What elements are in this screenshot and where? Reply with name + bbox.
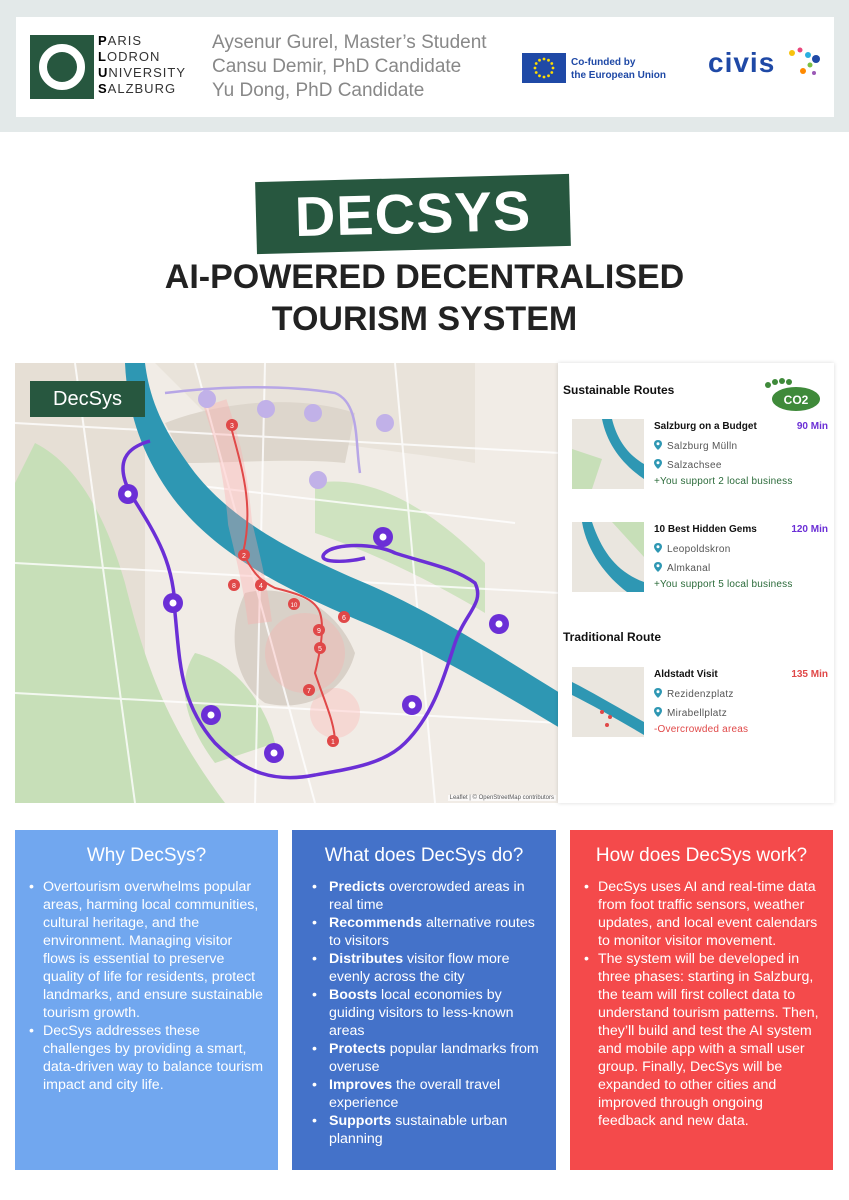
svg-text:1: 1 <box>331 739 335 746</box>
route-card[interactable] <box>572 518 828 596</box>
list-item: • The system will be developed in three phases: starting in Salzburg, the team will first collect data to understand tourism patterns. Then, they’ll build and test the AI system and mobile app with a small user group. Finally, DecSys will be expanded to other cities and improved through ongoing feedback and new data. <box>570 950 833 1130</box>
svg-text:3: 3 <box>230 423 234 430</box>
svg-text:10: 10 <box>290 603 298 609</box>
route-duration: 135 Min <box>791 669 828 680</box>
route-duration: 90 Min <box>796 421 828 432</box>
route-stop: Leopoldskron <box>654 543 731 555</box>
svg-text:4: 4 <box>259 583 263 590</box>
list-item: • Protects popular landmarks from overuse <box>292 1040 556 1076</box>
list-item: • Improves the overall travel experience <box>292 1076 556 1112</box>
location-pin-icon <box>654 562 662 572</box>
svg-text:7: 7 <box>307 688 311 695</box>
route-name: 10 Best Hidden Gems <box>654 524 757 535</box>
list-item: • Supports sustainable urban planning <box>292 1112 556 1148</box>
route-stop: Salzachsee <box>654 459 722 471</box>
lion-seal-icon <box>36 41 88 93</box>
route-note: +You support 5 local business <box>654 579 793 590</box>
route-thumbnail <box>572 522 644 592</box>
crowd-markers <box>15 363 560 803</box>
route-map[interactable] <box>15 363 560 803</box>
route-stop: Rezidenzplatz <box>654 688 734 700</box>
author-list <box>212 31 487 103</box>
crowd-marker[interactable] <box>327 735 339 747</box>
title-banner <box>255 174 571 254</box>
university-logo <box>30 35 94 99</box>
author: Yu Dong, PhD Candidate <box>212 80 425 101</box>
page-title: DECSYS <box>294 178 532 249</box>
crowd-marker[interactable] <box>255 579 267 591</box>
traditional-route-title: Traditional Route <box>563 630 662 644</box>
list-item: • Boosts local economies by guiding visitors to less-known areas <box>292 986 556 1040</box>
crowd-marker[interactable] <box>288 598 300 610</box>
route-name: Aldstadt Visit <box>654 669 718 680</box>
civis-logo: civis <box>708 47 776 78</box>
author: Aysenur Gurel, Master’s Student <box>212 32 487 53</box>
route-card[interactable] <box>572 415 828 493</box>
route-card[interactable] <box>572 663 828 741</box>
sustainable-routes-title: Sustainable Routes <box>563 383 675 397</box>
crowd-marker[interactable] <box>314 642 326 654</box>
route-stop: Almkanal <box>654 562 711 574</box>
location-pin-icon <box>654 688 662 698</box>
list-item: • DecSys uses AI and real-time data from foot traffic sensors, weather updates, and local event calendars to monitor visitor movement. <box>570 878 833 950</box>
eu-flag-icon <box>522 53 566 83</box>
route-thumbnail <box>572 419 644 489</box>
crowd-marker[interactable] <box>226 419 238 431</box>
svg-text:2: 2 <box>242 553 246 560</box>
list-item: • DecSys addresses these challenges by providing a smart, data-driven way to balance tourism impact and city life. <box>15 1022 278 1094</box>
how-list <box>570 878 833 1130</box>
svg-text:6: 6 <box>342 615 346 622</box>
list-item: • Overtourism overwhelms popular areas, harming local communities, cultural heritage, and the environment. Managing visitor flows is essential to preserve quality of life for residents, protect landmarks, and ensure sustainable tourism growth. <box>15 878 278 1022</box>
route-note: -Overcrowded areas <box>654 724 749 735</box>
what-title: What does DecSys do? <box>324 845 524 866</box>
list-item: • Predicts overcrowded areas in real time <box>292 878 556 914</box>
crowd-marker[interactable] <box>228 579 240 591</box>
page-subtitle: AI-POWERED DECENTRALISED TOURISM SYSTEM <box>164 258 685 338</box>
civis-dots-icon <box>784 45 824 85</box>
svg-text:9: 9 <box>317 628 321 635</box>
how-title: How does DecSys work? <box>595 845 808 866</box>
how-column <box>570 830 833 1170</box>
route-thumbnail <box>572 667 644 737</box>
svg-text:8: 8 <box>232 583 236 590</box>
map-attribution[interactable]: Leaflet | © OpenStreetMap contributors <box>449 795 554 801</box>
crowd-marker[interactable] <box>338 611 350 623</box>
route-note: +You support 2 local business <box>654 476 793 487</box>
list-item: • Distributes visitor flow more evenly across the city <box>292 950 556 986</box>
what-list <box>292 878 556 1148</box>
location-pin-icon <box>654 543 662 553</box>
list-item: • Recommends alternative routes to visitors <box>292 914 556 950</box>
svg-text:5: 5 <box>318 646 322 653</box>
crowd-marker[interactable] <box>313 624 325 636</box>
why-list <box>15 878 278 1094</box>
crowd-marker[interactable] <box>238 549 250 561</box>
route-stop: Salzburg Mülln <box>654 440 737 452</box>
location-pin-icon <box>654 440 662 450</box>
route-name: Salzburg on a Budget <box>654 421 757 432</box>
svg-text:CO2: CO2 <box>783 393 809 407</box>
why-title: Why DecSys? <box>86 845 207 866</box>
route-duration: 120 Min <box>791 524 828 535</box>
routes-panel <box>558 363 834 803</box>
co2-footprint-icon <box>760 377 822 415</box>
route-stop: Mirabellplatz <box>654 707 727 719</box>
map-tag: DecSys <box>30 381 145 417</box>
location-pin-icon <box>654 707 662 717</box>
location-pin-icon <box>654 459 662 469</box>
crowd-marker[interactable] <box>303 684 315 696</box>
author: Cansu Demir, PhD Candidate <box>212 56 462 77</box>
eu-funding-text: Co-funded by the European Union <box>571 57 666 81</box>
university-name: PARIS LODRON UNIVERSITY SALZBURG <box>98 33 187 96</box>
what-column <box>292 830 556 1170</box>
why-column <box>15 830 278 1170</box>
header <box>16 17 834 117</box>
